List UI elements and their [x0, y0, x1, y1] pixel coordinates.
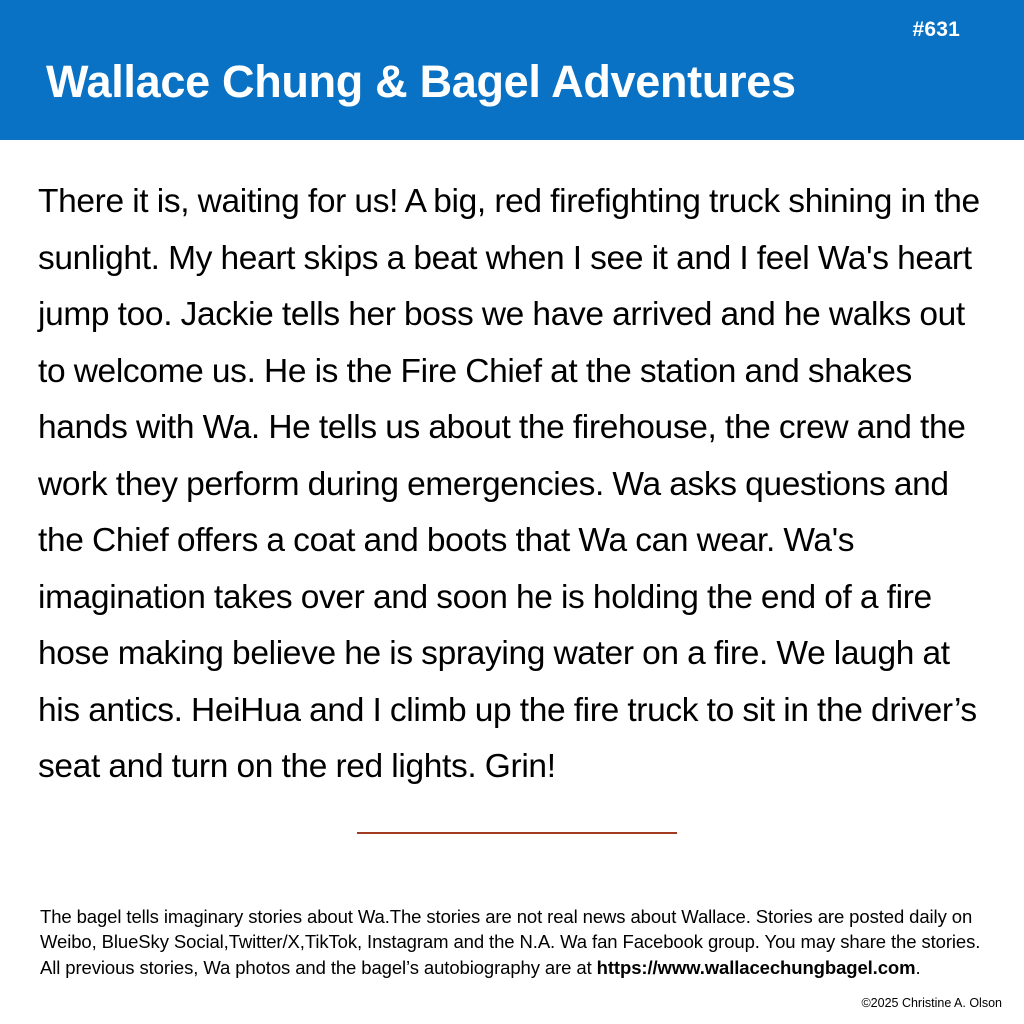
footer-disclaimer	[40, 904, 994, 981]
divider-container	[38, 832, 996, 834]
copyright-notice: ©2025 Christine A. Olson	[861, 996, 1002, 1010]
footer-disclaimer-period: .	[915, 956, 921, 978]
page-title: Wallace Chung & Bagel Adventures	[46, 56, 796, 107]
story-paragraph: There it is, waiting for us! A big, red firefighting truck shining in the sunlight. My heart skips a beat when I see it and I feel Wa's heart jump too. Jackie tells her boss we have arrived and he walks out to welcome us. He is the Fire Chief at the station and shakes hands with Wa. He tells us about the firehouse, the crew and the work they perform during emergencies. Wa asks questions and the Chief offers a coat and boots that Wa can wear. Wa's imagination takes over and soon he is holding the end of a fire hose making believe he is spraying water on a fire. We laugh at his antics. HeiHua and I climb up the fire truck to sit in the driver’s seat and turn on the red lights. Grin!	[38, 183, 980, 785]
section-divider	[357, 832, 677, 834]
header-banner	[0, 0, 1024, 140]
website-link[interactable]: https://www.wallacechungbagel.com	[596, 956, 916, 978]
story-body	[0, 140, 1024, 834]
footer	[40, 904, 994, 981]
issue-number: #631	[912, 18, 960, 41]
footer-disclaimer-text: The bagel tells imaginary stories about Wa.The stories are not real news about Wallace. Stories are posted daily on Weibo, BlueSky Social,Twitter/X,TikTok, Instagram and the N.A. Wa fan Facebook group. You may share the stories. All previous stories, Wa photos and the bagel’s autobiography are at	[40, 905, 981, 978]
